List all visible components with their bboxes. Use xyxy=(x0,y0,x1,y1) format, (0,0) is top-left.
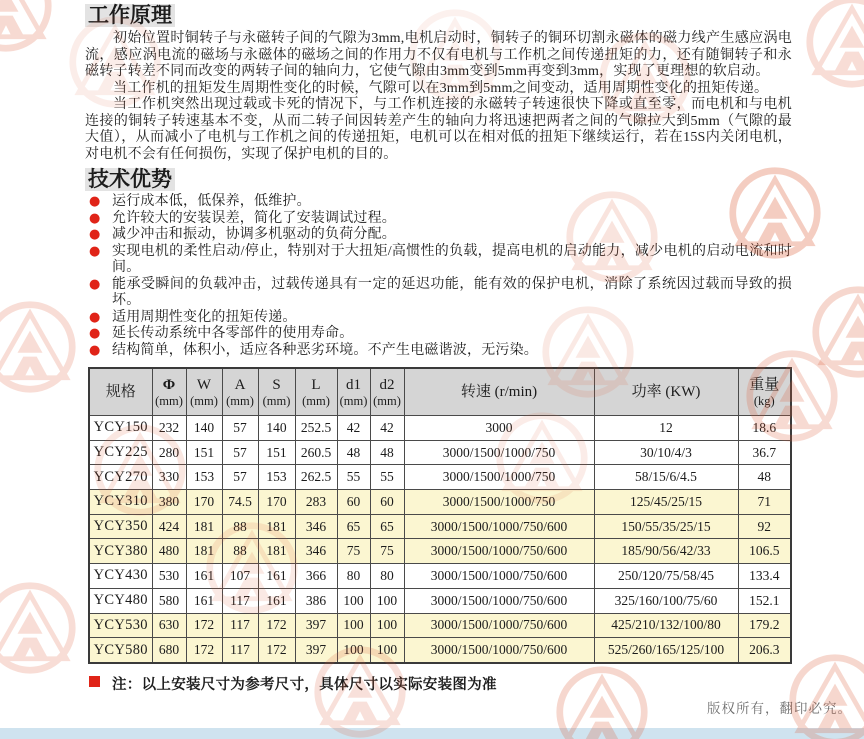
spec-cell: 117 xyxy=(222,613,258,638)
bullet-icon: ● xyxy=(89,210,101,226)
spec-cell: 580 xyxy=(152,588,186,613)
brand-watermark-icon xyxy=(0,580,78,676)
brand-watermark-icon xyxy=(804,0,864,90)
list-item xyxy=(85,277,792,310)
spec-cell: 181 xyxy=(258,514,295,539)
spec-cell: 60 xyxy=(370,490,404,515)
spec-cell: 18.6 xyxy=(738,416,791,441)
spec-cell: 525/260/165/125/100 xyxy=(594,638,738,663)
spec-cell: 161 xyxy=(258,588,295,613)
list-item xyxy=(85,343,792,360)
principle-paragraph: 当工作机突然出现过载或卡死的情况下，与工作机连接的永磁转子转速很快下降或直至零，而电机和与电机连接的铜转子转速基本不变，从而二转子间因转差产生的轴向力将迅速把两者之间的气隙拉大到5mm（气隙的最大值），从而减小了电机与工作机之间的传递扭矩，电机可以在相对低的扭矩下继续运行，若在15S内关闭电机，对电机不会有任何损伤，实现了保护电机的目的。 xyxy=(85,97,792,162)
spec-cell: 3000/1500/1000/750/600 xyxy=(404,613,594,638)
spec-cell: 88 xyxy=(222,539,258,564)
footer-strip xyxy=(0,728,864,739)
spec-cell: 346 xyxy=(295,514,337,539)
model-cell: YCY150 xyxy=(89,416,152,441)
spec-cell: 161 xyxy=(186,564,222,589)
model-cell: YCY270 xyxy=(89,465,152,490)
spec-cell: 3000/1500/1000/750/600 xyxy=(404,539,594,564)
principle-paragraph: 当工作机的扭矩发生周期性变化的时候，气隙可以在3mm到5mm之间变动，适用周期性变化的扭矩传递。 xyxy=(113,80,769,96)
spec-cell: 425/210/132/100/80 xyxy=(594,613,738,638)
spec-cell: 140 xyxy=(186,416,222,441)
principle-paragraphs xyxy=(85,31,792,163)
brand-watermark-icon xyxy=(0,299,78,395)
spec-cell: 280 xyxy=(152,440,186,465)
spec-cell: 172 xyxy=(258,638,295,663)
bullet-icon: ● xyxy=(89,194,101,209)
spec-cell: 172 xyxy=(258,613,295,638)
spec-cell: 48 xyxy=(337,440,370,465)
spec-cell: 151 xyxy=(258,440,295,465)
advantages-list xyxy=(85,194,792,359)
spec-cell: 3000/1500/1000/750/600 xyxy=(404,638,594,663)
spec-cell: 150/55/35/25/15 xyxy=(594,514,738,539)
table-row xyxy=(89,440,791,465)
header-row xyxy=(89,368,791,416)
model-cell: YCY225 xyxy=(89,440,152,465)
note-text: 注：以上安装尺寸为参考尺寸，具体尺寸以实际安装图为准 xyxy=(112,676,497,693)
bullet-icon: ● xyxy=(89,227,101,242)
spec-cell: 100 xyxy=(370,638,404,663)
spec-cell: 179.2 xyxy=(738,613,791,638)
spec-cell: 480 xyxy=(152,539,186,564)
spec-cell: 58/15/6/4.5 xyxy=(594,465,738,490)
note xyxy=(87,673,792,694)
spec-cell: 125/45/25/15 xyxy=(594,490,738,515)
spec-cell: 380 xyxy=(152,490,186,515)
spec-cell: 530 xyxy=(152,564,186,589)
spec-cell: 185/90/56/42/33 xyxy=(594,539,738,564)
spec-cell: 48 xyxy=(370,440,404,465)
note-square-icon xyxy=(89,676,100,687)
spec-cell: 3000/1500/1000/750 xyxy=(404,465,594,490)
spec-cell: 397 xyxy=(295,613,337,638)
bullet-icon: ● xyxy=(89,342,101,358)
section-title-technical-advantages: 技术优势 xyxy=(85,168,175,191)
spec-table xyxy=(88,367,792,664)
spec-cell: 206.3 xyxy=(738,638,791,663)
col-header-d2: d2 (mm) xyxy=(370,368,404,416)
model-cell: YCY430 xyxy=(89,564,152,589)
spec-cell: 55 xyxy=(337,465,370,490)
table-row xyxy=(89,465,791,490)
list-item xyxy=(85,211,792,228)
spec-cell: 181 xyxy=(258,539,295,564)
bullet-icon: ● xyxy=(89,276,101,292)
spec-cell: 106.5 xyxy=(738,539,791,564)
brand-watermark-icon xyxy=(810,284,864,380)
spec-cell: 260.5 xyxy=(295,440,337,465)
spec-cell: 3000/1500/1000/750/600 xyxy=(404,564,594,589)
table-row xyxy=(89,490,791,515)
table-row xyxy=(89,613,791,638)
col-header-s: S (mm) xyxy=(258,368,295,416)
spec-cell: 386 xyxy=(295,588,337,613)
bullet-icon: ● xyxy=(89,243,101,259)
list-item xyxy=(85,194,792,211)
col-header-w: W (mm) xyxy=(186,368,222,416)
col-header-d1: d1 (mm) xyxy=(337,368,370,416)
spec-cell: 117 xyxy=(222,638,258,663)
model-cell: YCY350 xyxy=(89,514,152,539)
col-header-power: 功率 (KW) xyxy=(594,368,738,416)
spec-cell: 12 xyxy=(594,416,738,441)
spec-cell: 3000/1500/1000/750/600 xyxy=(404,514,594,539)
spec-cell: 92 xyxy=(738,514,791,539)
model-cell: YCY530 xyxy=(89,613,152,638)
spec-cell: 65 xyxy=(337,514,370,539)
spec-cell: 100 xyxy=(370,613,404,638)
spec-cell: 57 xyxy=(222,465,258,490)
principle-paragraph: 初始位置时铜转子与永磁转子间的气隙为3mm,电机启动时，铜转子的铜环切割永磁体的磁力线产生感应涡电流，感应涡电流的磁场与永磁体的磁场之间的作用力不仅有电机与工作机之间传递扭矩的力，还有随铜转子和永磁转子转差不同而改变的两转子间的轴向力，它使气隙由3mm变到5mm再变到3mm，实现了更理想的软启动。 xyxy=(85,31,792,79)
model-cell: YCY380 xyxy=(89,539,152,564)
spec-cell: 3000/1500/1000/750 xyxy=(404,440,594,465)
spec-cell: 100 xyxy=(337,588,370,613)
list-item-text: 能承受瞬间的负载冲击，过载传递具有一定的延迟功能，能有效的保护电机，消除了系统因过载而导致的损坏。 xyxy=(112,276,792,308)
list-item-text: 适用周期性变化的扭矩传递。 xyxy=(112,309,297,325)
table-row xyxy=(89,588,791,613)
table-row xyxy=(89,564,791,589)
col-header-model: 规格 xyxy=(89,368,152,416)
spec-cell: 80 xyxy=(370,564,404,589)
col-header-l: L (mm) xyxy=(295,368,337,416)
model-cell: YCY480 xyxy=(89,588,152,613)
list-item-text: 实现电机的柔性启动/停止，特别对于大扭矩/高惯性的负载，提高电机的启动能力，减少电机的启动电流和时间。 xyxy=(112,243,792,275)
spec-cell: 151 xyxy=(186,440,222,465)
spec-cell: 57 xyxy=(222,440,258,465)
spec-cell: 152.1 xyxy=(738,588,791,613)
spec-table-header xyxy=(89,368,791,416)
list-item-text: 运行成本低，低保养，低维护。 xyxy=(112,194,311,209)
spec-cell: 60 xyxy=(337,490,370,515)
brand-watermark-icon xyxy=(0,0,54,54)
spec-cell: 71 xyxy=(738,490,791,515)
col-header-phi: Φ (mm) xyxy=(152,368,186,416)
col-header-weight: 重量 (kg) xyxy=(738,368,791,416)
spec-cell: 100 xyxy=(337,638,370,663)
spec-cell: 48 xyxy=(738,465,791,490)
list-item-text: 减少冲击和振动，协调多机驱动的负荷分配。 xyxy=(112,227,396,242)
spec-cell: 80 xyxy=(337,564,370,589)
table-row xyxy=(89,638,791,663)
spec-cell: 107 xyxy=(222,564,258,589)
list-item-text: 结构简单，体积小，适应各种恶劣环境。不产生电磁谐波，无污染。 xyxy=(112,342,538,358)
list-item xyxy=(85,310,792,327)
spec-cell: 161 xyxy=(258,564,295,589)
spec-cell: 3000 xyxy=(404,416,594,441)
spec-cell: 100 xyxy=(337,613,370,638)
brand-watermark-icon xyxy=(787,652,864,739)
bullet-icon: ● xyxy=(89,326,101,341)
table-row xyxy=(89,514,791,539)
copyright-text: 版权所有，翻印必究。 xyxy=(707,701,852,716)
spec-cell: 330 xyxy=(152,465,186,490)
spec-cell: 75 xyxy=(337,539,370,564)
spec-cell: 133.4 xyxy=(738,564,791,589)
list-item xyxy=(85,244,792,277)
col-header-a: A (mm) xyxy=(222,368,258,416)
list-item xyxy=(85,326,792,343)
spec-cell: 366 xyxy=(295,564,337,589)
spec-cell: 283 xyxy=(295,490,337,515)
spec-cell: 74.5 xyxy=(222,490,258,515)
spec-cell: 30/10/4/3 xyxy=(594,440,738,465)
spec-cell: 232 xyxy=(152,416,186,441)
section-title-working-principle: 工作原理 xyxy=(85,4,175,27)
spec-cell: 346 xyxy=(295,539,337,564)
spec-cell: 397 xyxy=(295,638,337,663)
spec-cell: 75 xyxy=(370,539,404,564)
spec-cell: 424 xyxy=(152,514,186,539)
table-row xyxy=(89,539,791,564)
spec-cell: 252.5 xyxy=(295,416,337,441)
spec-cell: 172 xyxy=(186,638,222,663)
col-header-speed: 转速 (r/min) xyxy=(404,368,594,416)
spec-cell: 170 xyxy=(186,490,222,515)
spec-cell: 170 xyxy=(258,490,295,515)
spec-table-body xyxy=(89,416,791,663)
bullet-icon: ● xyxy=(89,309,101,325)
list-item xyxy=(85,227,792,244)
table-row xyxy=(89,416,791,441)
spec-cell: 630 xyxy=(152,613,186,638)
spec-cell: 42 xyxy=(337,416,370,441)
spec-cell: 140 xyxy=(258,416,295,441)
spec-cell: 57 xyxy=(222,416,258,441)
spec-cell: 117 xyxy=(222,588,258,613)
spec-cell: 3000/1500/1000/750 xyxy=(404,490,594,515)
spec-cell: 262.5 xyxy=(295,465,337,490)
spec-cell: 3000/1500/1000/750/600 xyxy=(404,588,594,613)
spec-cell: 161 xyxy=(186,588,222,613)
spec-cell: 88 xyxy=(222,514,258,539)
spec-cell: 42 xyxy=(370,416,404,441)
spec-cell: 153 xyxy=(186,465,222,490)
spec-cell: 181 xyxy=(186,539,222,564)
spec-cell: 325/160/100/75/60 xyxy=(594,588,738,613)
list-item-text: 延长传动系统中各零部件的使用寿命。 xyxy=(112,326,354,341)
model-cell: YCY310 xyxy=(89,490,152,515)
spec-cell: 172 xyxy=(186,613,222,638)
list-item-text: 允许较大的安装误差，简化了安装调试过程。 xyxy=(112,210,396,226)
page-content xyxy=(85,4,792,694)
spec-cell: 153 xyxy=(258,465,295,490)
spec-cell: 36.7 xyxy=(738,440,791,465)
spec-cell: 181 xyxy=(186,514,222,539)
spec-cell: 100 xyxy=(370,588,404,613)
spec-cell: 65 xyxy=(370,514,404,539)
spec-cell: 55 xyxy=(370,465,404,490)
spec-cell: 250/120/75/58/45 xyxy=(594,564,738,589)
spec-cell: 680 xyxy=(152,638,186,663)
model-cell: YCY580 xyxy=(89,638,152,663)
